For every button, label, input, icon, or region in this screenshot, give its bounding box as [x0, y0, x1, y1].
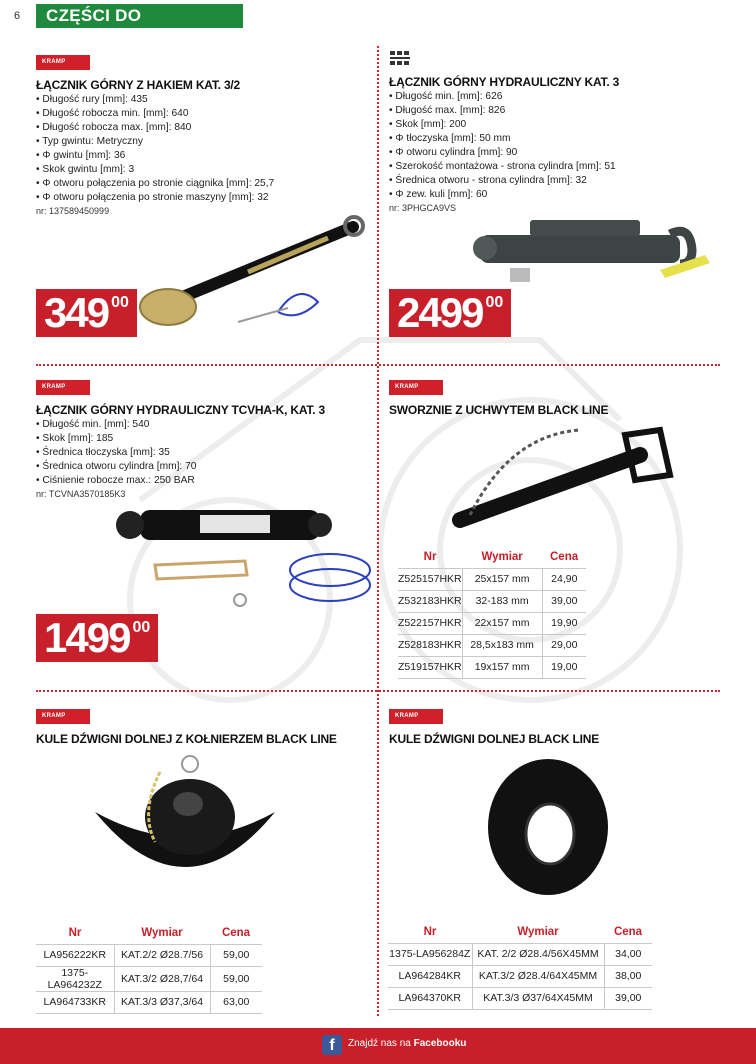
vertical-divider	[377, 46, 379, 1016]
table-cell: LA964370KR	[388, 987, 472, 1009]
spec-item: • Ciśnienie robocze max.: 250 BAR	[36, 474, 371, 488]
spec-item: • Φ gwintu [mm]: 36	[36, 149, 371, 163]
table-cell: 1375-LA956284Z	[388, 943, 472, 965]
price-cents: 00	[111, 294, 129, 311]
table-row	[36, 944, 262, 966]
table-row	[388, 943, 652, 965]
table-row	[36, 966, 262, 991]
kramp-logo: KRAMP	[36, 709, 90, 724]
product-title: KULE DŹWIGNI DOLNEJ BLACK LINE	[389, 732, 599, 746]
footer-bold: Facebooku	[413, 1038, 467, 1049]
spec-item: • Szerokość montażowa - strona cylindra [mm]: 51	[389, 160, 719, 174]
spec-list	[36, 93, 371, 205]
table-cell: Z532183HKR	[398, 590, 462, 612]
table-header: Cena	[613, 925, 643, 938]
product-title: KULE DŹWIGNI DOLNEJ Z KOŁNIERZEM BLACK LINE	[36, 732, 337, 746]
price-tag	[36, 289, 137, 337]
table-cell: 32-183 mm	[462, 590, 542, 612]
table-cell: Z528183HKR	[398, 634, 462, 656]
product-hydraulic-top-link	[389, 50, 719, 213]
part-number: nr: TCVNA3570185K3	[36, 489, 126, 499]
table-cell: Z525157HKR	[398, 568, 462, 590]
brand-grid-icon	[389, 50, 411, 66]
table-cell: Z522157HKR	[398, 612, 462, 634]
price-main: 1499	[44, 614, 130, 661]
kramp-logo: KRAMP	[36, 380, 90, 395]
table-cell: 34,00	[604, 943, 652, 965]
product-title: ŁĄCZNIK GÓRNY HYDRAULICZNY TCVHA-K, KAT. 3	[36, 403, 325, 417]
spec-item: • Φ otworu połączenia po stronie ciągnika [mm]: 25,7	[36, 177, 371, 191]
product-title: ŁĄCZNIK GÓRNY HYDRAULICZNY KAT. 3	[389, 75, 620, 89]
table-cell: KAT. 2/2 Ø28.4/56X45MM	[472, 943, 604, 965]
table-cell: 19x157 mm	[462, 656, 542, 678]
lower-link-ball-image	[478, 752, 618, 902]
table-cell: 59,00	[210, 944, 262, 966]
table-row	[398, 590, 586, 612]
table-cell: 63,00	[210, 991, 262, 1013]
spec-list	[389, 90, 719, 202]
price-cents: 00	[132, 619, 151, 636]
table-header: Nr	[68, 926, 82, 939]
table-cell: KAT.2/2 Ø28.7/56	[114, 944, 210, 966]
table-row	[398, 568, 586, 590]
product-title: ŁĄCZNIK GÓRNY Z HAKIEM KAT. 3/2	[36, 78, 241, 92]
table-cell: KAT.3/2 Ø28.4/64X45MM	[472, 965, 604, 987]
table-cell: 59,00	[210, 966, 262, 991]
spec-item: • Długość rury [mm]: 435	[36, 93, 371, 107]
table-header: Cena	[221, 926, 251, 939]
table-cell: LA964733KR	[36, 991, 114, 1013]
kramp-logo: KRAMP	[36, 55, 90, 70]
price-cents: 00	[485, 294, 504, 311]
table-cell: LA956222KR	[36, 944, 114, 966]
table-cell: 39,00	[542, 590, 586, 612]
product-pins-black-line	[389, 375, 719, 417]
table-cell: KAT.3/3 Ø37/64X45MM	[472, 987, 604, 1009]
spec-item: • Średnica otworu - strona cylindra [mm]: 32	[389, 174, 719, 188]
table-cell: 29,00	[542, 634, 586, 656]
part-number: nr: 3PHGCA9VS	[389, 203, 457, 213]
table-cell: 38,00	[604, 965, 652, 987]
spec-item: • Φ tłoczyska [mm]: 50 mm	[389, 132, 719, 146]
facebook-icon[interactable]: f	[322, 1035, 342, 1055]
price-main: 349	[44, 289, 109, 336]
spec-item: • Długość min. [mm]: 626	[389, 90, 719, 104]
spec-item: • Średnica otworu cylindra [mm]: 70	[36, 460, 371, 474]
spec-item: • Skok [mm]: 185	[36, 432, 371, 446]
price-tag	[36, 614, 158, 662]
table-header-row	[36, 922, 262, 944]
kramp-logo: KRAMP	[389, 380, 443, 395]
horizontal-divider	[36, 690, 720, 692]
table-cell: 25x157 mm	[462, 568, 542, 590]
part-number: nr: 137589450999	[36, 206, 110, 216]
table-cell: KAT.3/3 Ø37,3/64	[114, 991, 210, 1013]
spec-list	[36, 418, 371, 488]
spec-item: • Skok [mm]: 200	[389, 118, 719, 132]
product-title: SWORZNIE Z UCHWYTEM BLACK LINE	[389, 403, 609, 417]
spec-item: • Φ zew. kuli [mm]: 60	[389, 188, 719, 202]
pin-with-handle-image	[440, 415, 680, 535]
product-hydraulic-top-link-tcvha	[36, 375, 371, 499]
price-tag	[389, 289, 511, 337]
table-cell: LA964284KR	[388, 965, 472, 987]
table-cell: 19,90	[542, 612, 586, 634]
kramp-logo: KRAMP	[389, 709, 443, 724]
table-header: Nr	[423, 925, 437, 938]
table-header: Cena	[550, 550, 579, 563]
table-row	[388, 987, 652, 1009]
spec-item: • Φ otworu połączenia po stronie maszyny [mm]: 32	[36, 191, 371, 205]
table-header: Wymiar	[141, 926, 183, 939]
top-link-hook-image	[128, 212, 368, 342]
table-cell: 24,90	[542, 568, 586, 590]
table-row	[398, 612, 586, 634]
product-lower-link-balls-flange	[36, 704, 371, 746]
spec-item: • Średnica tłoczyska [mm]: 35	[36, 446, 371, 460]
table-row	[36, 991, 262, 1013]
footer-bar	[0, 1028, 756, 1064]
price-table	[398, 546, 586, 679]
page-number: 6	[14, 10, 21, 22]
table-cell: 1375-LA964232Z	[36, 966, 114, 991]
spec-item: • Φ otworu cylindra [mm]: 90	[389, 146, 719, 160]
product-lower-link-balls	[389, 704, 719, 746]
ball-with-flange-image	[90, 752, 280, 882]
table-header: Wymiar	[481, 550, 523, 563]
product-top-link-hook	[36, 50, 371, 216]
spec-item: • Długość min. [mm]: 540	[36, 418, 371, 432]
table-row	[388, 965, 652, 987]
table-header-row	[398, 546, 586, 568]
horizontal-divider	[36, 364, 720, 366]
hydraulic-top-link-image	[470, 210, 720, 300]
spec-item: • Typ gwintu: Metryczny	[36, 135, 371, 149]
price-main: 2499	[397, 289, 483, 336]
facebook-link[interactable]	[348, 1038, 466, 1049]
price-table	[36, 922, 262, 1014]
table-row	[398, 634, 586, 656]
spec-item: • Długość max. [mm]: 826	[389, 104, 719, 118]
table-cell: 39,00	[604, 987, 652, 1009]
spec-item: • Długość robocza max. [mm]: 840	[36, 121, 371, 135]
table-cell: Z519157HKR	[398, 656, 462, 678]
table-cell: 22x157 mm	[462, 612, 542, 634]
table-cell: KAT.3/2 Ø28,7/64	[114, 966, 210, 991]
spec-item: • Skok gwintu [mm]: 3	[36, 163, 371, 177]
footer-prefix: Znajdź nas na	[348, 1038, 411, 1049]
table-row	[398, 656, 586, 678]
section-title: CZĘŚCI DO CIĄGNIKÓW	[36, 4, 243, 28]
table-cell: 19,00	[542, 656, 586, 678]
price-table	[388, 921, 652, 1010]
table-header-row	[388, 921, 652, 943]
table-cell: 28,5x183 mm	[462, 634, 542, 656]
spec-item: • Długość robocza min. [mm]: 640	[36, 107, 371, 121]
table-header: Wymiar	[517, 925, 559, 938]
table-header: Nr	[423, 550, 437, 563]
